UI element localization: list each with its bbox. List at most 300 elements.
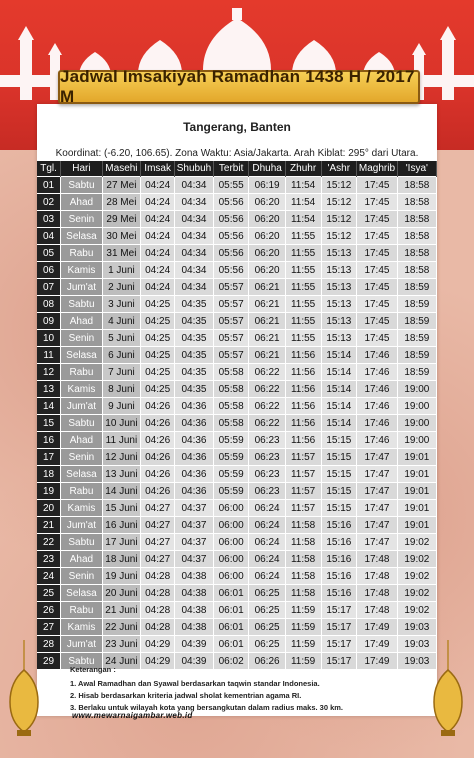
cell-dhuha: 06:20 <box>249 228 285 245</box>
cell-terbit: 05:56 <box>213 228 249 245</box>
cell-dhuha: 06:24 <box>249 500 285 517</box>
imsakiyah-table <box>37 161 437 669</box>
cell-shubuh: 04:37 <box>175 517 214 534</box>
cell-maghrib: 17:45 <box>357 177 398 194</box>
cell-tgl: 08 <box>37 296 61 313</box>
cell-masehi: 4 Juni <box>102 313 140 330</box>
page-title: Jadwal Imsakiyah Ramadhan 1438 H / 2017 M <box>60 67 415 106</box>
cell-isya: 19:03 <box>397 636 436 653</box>
cell-zhuhr: 11:54 <box>285 177 321 194</box>
col-terbit: Terbit <box>213 161 249 177</box>
cell-dhuha: 06:20 <box>249 245 285 262</box>
cell-zhuhr: 11:56 <box>285 381 321 398</box>
cell-shubuh: 04:34 <box>175 279 214 296</box>
cell-imsak: 04:24 <box>141 228 175 245</box>
cell-tgl: 28 <box>37 636 61 653</box>
cell-masehi: 28 Mei <box>102 194 140 211</box>
col-shubuh: Shubuh <box>175 161 214 177</box>
cell-ashr: 15:13 <box>321 313 357 330</box>
cell-zhuhr: 11:55 <box>285 228 321 245</box>
cell-imsak: 04:26 <box>141 466 175 483</box>
cell-dhuha: 06:22 <box>249 415 285 432</box>
cell-imsak: 04:25 <box>141 296 175 313</box>
cell-isya: 19:02 <box>397 602 436 619</box>
cell-imsak: 04:28 <box>141 619 175 636</box>
cell-isya: 18:59 <box>397 330 436 347</box>
table-body <box>37 177 437 670</box>
cell-dhuha: 06:22 <box>249 398 285 415</box>
notes-section <box>70 664 430 714</box>
table-row <box>37 381 437 398</box>
cell-dhuha: 06:20 <box>249 262 285 279</box>
table-row <box>37 483 437 500</box>
cell-terbit: 06:00 <box>213 568 249 585</box>
cell-masehi: 7 Juni <box>102 364 140 381</box>
table-row <box>37 228 437 245</box>
cell-shubuh: 04:36 <box>175 483 214 500</box>
table-row <box>37 313 437 330</box>
cell-isya: 19:03 <box>397 653 436 670</box>
cell-ashr: 15:13 <box>321 279 357 296</box>
cell-ashr: 15:12 <box>321 228 357 245</box>
cell-imsak: 04:28 <box>141 602 175 619</box>
cell-isya: 19:02 <box>397 585 436 602</box>
cell-maghrib: 17:48 <box>357 585 398 602</box>
cell-zhuhr: 11:58 <box>285 534 321 551</box>
cell-terbit: 05:56 <box>213 194 249 211</box>
cell-terbit: 05:58 <box>213 381 249 398</box>
cell-terbit: 06:02 <box>213 653 249 670</box>
cell-isya: 19:01 <box>397 483 436 500</box>
title-banner <box>58 67 420 106</box>
cell-terbit: 05:57 <box>213 313 249 330</box>
cell-tgl: 21 <box>37 517 61 534</box>
cell-hari: Kamis <box>61 500 103 517</box>
cell-tgl: 14 <box>37 398 61 415</box>
cell-zhuhr: 11:58 <box>285 568 321 585</box>
cell-masehi: 31 Mei <box>102 245 140 262</box>
cell-isya: 18:58 <box>397 194 436 211</box>
cell-zhuhr: 11:58 <box>285 551 321 568</box>
cell-maghrib: 17:47 <box>357 466 398 483</box>
table-row <box>37 245 437 262</box>
cell-zhuhr: 11:56 <box>285 432 321 449</box>
cell-masehi: 29 Mei <box>102 211 140 228</box>
cell-shubuh: 04:36 <box>175 449 214 466</box>
cell-ashr: 15:15 <box>321 483 357 500</box>
cell-tgl: 29 <box>37 653 61 670</box>
cell-zhuhr: 11:55 <box>285 313 321 330</box>
cell-shubuh: 04:34 <box>175 245 214 262</box>
cell-ashr: 15:15 <box>321 449 357 466</box>
cell-tgl: 05 <box>37 245 61 262</box>
cell-isya: 18:59 <box>397 364 436 381</box>
cell-isya: 19:01 <box>397 466 436 483</box>
cell-zhuhr: 11:59 <box>285 602 321 619</box>
cell-maghrib: 17:45 <box>357 245 398 262</box>
cell-maghrib: 17:45 <box>357 313 398 330</box>
cell-tgl: 02 <box>37 194 61 211</box>
col-hari: Hari <box>61 161 103 177</box>
cell-imsak: 04:24 <box>141 262 175 279</box>
cell-terbit: 05:57 <box>213 279 249 296</box>
cell-shubuh: 04:37 <box>175 500 214 517</box>
col-isya: 'Isya' <box>397 161 436 177</box>
col-ashr: 'Ashr <box>321 161 357 177</box>
cell-imsak: 04:28 <box>141 585 175 602</box>
cell-tgl: 01 <box>37 177 61 194</box>
cell-tgl: 19 <box>37 483 61 500</box>
table-row <box>37 449 437 466</box>
cell-imsak: 04:25 <box>141 381 175 398</box>
cell-tgl: 04 <box>37 228 61 245</box>
cell-hari: Jum'at <box>61 279 103 296</box>
cell-zhuhr: 11:56 <box>285 398 321 415</box>
cell-maghrib: 17:46 <box>357 347 398 364</box>
cell-zhuhr: 11:59 <box>285 619 321 636</box>
table-row <box>37 432 437 449</box>
table-row <box>37 568 437 585</box>
cell-isya: 19:00 <box>397 415 436 432</box>
table-row <box>37 534 437 551</box>
cell-imsak: 04:24 <box>141 279 175 296</box>
cell-hari: Sabtu <box>61 653 103 670</box>
cell-hari: Jum'at <box>61 517 103 534</box>
cell-maghrib: 17:49 <box>357 653 398 670</box>
cell-shubuh: 04:36 <box>175 466 214 483</box>
cell-terbit: 06:00 <box>213 500 249 517</box>
cell-maghrib: 17:45 <box>357 211 398 228</box>
cell-tgl: 09 <box>37 313 61 330</box>
table-row <box>37 415 437 432</box>
table-row <box>37 364 437 381</box>
cell-isya: 19:01 <box>397 517 436 534</box>
lantern-icon <box>428 640 468 750</box>
cell-terbit: 05:59 <box>213 432 249 449</box>
cell-zhuhr: 11:55 <box>285 279 321 296</box>
cell-imsak: 04:25 <box>141 347 175 364</box>
cell-ashr: 15:14 <box>321 381 357 398</box>
cell-maghrib: 17:46 <box>357 381 398 398</box>
cell-isya: 19:01 <box>397 449 436 466</box>
cell-tgl: 06 <box>37 262 61 279</box>
cell-maghrib: 17:48 <box>357 568 398 585</box>
cell-shubuh: 04:34 <box>175 262 214 279</box>
cell-imsak: 04:24 <box>141 245 175 262</box>
cell-hari: Sabtu <box>61 177 103 194</box>
cell-hari: Rabu <box>61 364 103 381</box>
cell-dhuha: 06:20 <box>249 211 285 228</box>
cell-ashr: 15:15 <box>321 432 357 449</box>
cell-tgl: 07 <box>37 279 61 296</box>
cell-tgl: 22 <box>37 534 61 551</box>
cell-maghrib: 17:47 <box>357 534 398 551</box>
cell-hari: Selasa <box>61 228 103 245</box>
cell-terbit: 06:00 <box>213 551 249 568</box>
cell-ashr: 15:12 <box>321 194 357 211</box>
table-row <box>37 500 437 517</box>
cell-shubuh: 04:34 <box>175 228 214 245</box>
cell-terbit: 05:58 <box>213 398 249 415</box>
cell-isya: 19:01 <box>397 500 436 517</box>
note-item: 1. Awal Ramadhan dan Syawal berdasarkan taqwin standar Indonesia. <box>70 679 320 688</box>
cell-zhuhr: 11:55 <box>285 245 321 262</box>
cell-zhuhr: 11:55 <box>285 262 321 279</box>
cell-masehi: 2 Juni <box>102 279 140 296</box>
col-tgl: Tgl. <box>37 161 61 177</box>
cell-zhuhr: 11:54 <box>285 194 321 211</box>
cell-maghrib: 17:46 <box>357 415 398 432</box>
cell-hari: Ahad <box>61 551 103 568</box>
cell-imsak: 04:24 <box>141 177 175 194</box>
cell-hari: Kamis <box>61 619 103 636</box>
cell-dhuha: 06:24 <box>249 517 285 534</box>
cell-maghrib: 17:47 <box>357 500 398 517</box>
cell-ashr: 15:14 <box>321 398 357 415</box>
cell-imsak: 04:27 <box>141 534 175 551</box>
cell-tgl: 17 <box>37 449 61 466</box>
cell-tgl: 15 <box>37 415 61 432</box>
table-row <box>37 347 437 364</box>
cell-ashr: 15:14 <box>321 347 357 364</box>
cell-shubuh: 04:36 <box>175 432 214 449</box>
cell-masehi: 6 Juni <box>102 347 140 364</box>
cell-zhuhr: 11:56 <box>285 364 321 381</box>
cell-shubuh: 04:39 <box>175 636 214 653</box>
cell-maghrib: 17:47 <box>357 449 398 466</box>
cell-hari: Rabu <box>61 483 103 500</box>
table-row <box>37 636 437 653</box>
cell-imsak: 04:27 <box>141 500 175 517</box>
coordinates-info: Koordinat: (-6.20, 106.65). Zona Waktu: Asia/Jakarta. Arah Kiblat: 295° dari Utara. <box>55 148 419 159</box>
cell-hari: Sabtu <box>61 534 103 551</box>
cell-shubuh: 04:38 <box>175 619 214 636</box>
cell-isya: 18:58 <box>397 177 436 194</box>
cell-maghrib: 17:49 <box>357 636 398 653</box>
cell-ashr: 15:13 <box>321 296 357 313</box>
cell-shubuh: 04:36 <box>175 415 214 432</box>
cell-masehi: 18 Juni <box>102 551 140 568</box>
cell-ashr: 15:13 <box>321 262 357 279</box>
table-row <box>37 262 437 279</box>
cell-imsak: 04:27 <box>141 551 175 568</box>
cell-maghrib: 17:47 <box>357 517 398 534</box>
cell-terbit: 05:56 <box>213 262 249 279</box>
cell-hari: Rabu <box>61 245 103 262</box>
cell-terbit: 06:01 <box>213 619 249 636</box>
col-zhuhr: Zhuhr <box>285 161 321 177</box>
cell-zhuhr: 11:59 <box>285 636 321 653</box>
cell-isya: 18:59 <box>397 347 436 364</box>
cell-masehi: 23 Juni <box>102 636 140 653</box>
cell-maghrib: 17:45 <box>357 279 398 296</box>
cell-terbit: 05:59 <box>213 466 249 483</box>
cell-masehi: 17 Juni <box>102 534 140 551</box>
cell-masehi: 21 Juni <box>102 602 140 619</box>
cell-terbit: 06:01 <box>213 636 249 653</box>
cell-tgl: 12 <box>37 364 61 381</box>
cell-isya: 19:00 <box>397 432 436 449</box>
cell-tgl: 23 <box>37 551 61 568</box>
cell-ashr: 15:17 <box>321 653 357 670</box>
cell-masehi: 12 Juni <box>102 449 140 466</box>
cell-hari: Sabtu <box>61 415 103 432</box>
cell-masehi: 22 Juni <box>102 619 140 636</box>
cell-ashr: 15:12 <box>321 177 357 194</box>
cell-masehi: 11 Juni <box>102 432 140 449</box>
cell-zhuhr: 11:55 <box>285 330 321 347</box>
cell-masehi: 19 Juni <box>102 568 140 585</box>
table-row <box>37 177 437 194</box>
table-row <box>37 194 437 211</box>
cell-isya: 19:00 <box>397 381 436 398</box>
cell-tgl: 13 <box>37 381 61 398</box>
cell-maghrib: 17:48 <box>357 551 398 568</box>
cell-zhuhr: 11:59 <box>285 653 321 670</box>
cell-isya: 19:02 <box>397 568 436 585</box>
cell-maghrib: 17:49 <box>357 619 398 636</box>
cell-ashr: 15:16 <box>321 585 357 602</box>
cell-shubuh: 04:35 <box>175 381 214 398</box>
cell-zhuhr: 11:57 <box>285 449 321 466</box>
cell-imsak: 04:24 <box>141 194 175 211</box>
note-item: 2. Hisab berdasarkan kriteria jadwal sholat kementrian agama RI. <box>70 691 302 700</box>
cell-shubuh: 04:34 <box>175 194 214 211</box>
cell-masehi: 8 Juni <box>102 381 140 398</box>
table-row <box>37 330 437 347</box>
cell-hari: Kamis <box>61 262 103 279</box>
cell-masehi: 9 Juni <box>102 398 140 415</box>
cell-zhuhr: 11:57 <box>285 500 321 517</box>
table-row <box>37 279 437 296</box>
cell-ashr: 15:17 <box>321 602 357 619</box>
cell-masehi: 20 Juni <box>102 585 140 602</box>
cell-dhuha: 06:26 <box>249 653 285 670</box>
table-row <box>37 466 437 483</box>
cell-tgl: 25 <box>37 585 61 602</box>
cell-ashr: 15:16 <box>321 517 357 534</box>
table-row <box>37 398 437 415</box>
cell-tgl: 20 <box>37 500 61 517</box>
cell-shubuh: 04:34 <box>175 177 214 194</box>
cell-imsak: 04:26 <box>141 398 175 415</box>
table-row <box>37 619 437 636</box>
cell-shubuh: 04:34 <box>175 211 214 228</box>
cell-maghrib: 17:46 <box>357 364 398 381</box>
cell-isya: 18:59 <box>397 279 436 296</box>
col-dhuha: Dhuha <box>249 161 285 177</box>
cell-dhuha: 06:19 <box>249 177 285 194</box>
cell-maghrib: 17:46 <box>357 432 398 449</box>
cell-zhuhr: 11:58 <box>285 585 321 602</box>
cell-hari: Senin <box>61 330 103 347</box>
cell-terbit: 06:00 <box>213 534 249 551</box>
cell-zhuhr: 11:58 <box>285 517 321 534</box>
cell-dhuha: 06:24 <box>249 551 285 568</box>
col-imsak: Imsak <box>141 161 175 177</box>
cell-shubuh: 04:35 <box>175 364 214 381</box>
cell-shubuh: 04:38 <box>175 568 214 585</box>
cell-dhuha: 06:25 <box>249 602 285 619</box>
cell-tgl: 10 <box>37 330 61 347</box>
cell-dhuha: 06:21 <box>249 313 285 330</box>
cell-hari: Senin <box>61 449 103 466</box>
cell-zhuhr: 11:57 <box>285 483 321 500</box>
cell-dhuha: 06:21 <box>249 296 285 313</box>
cell-tgl: 24 <box>37 568 61 585</box>
cell-imsak: 04:26 <box>141 415 175 432</box>
cell-masehi: 3 Juni <box>102 296 140 313</box>
cell-terbit: 05:56 <box>213 245 249 262</box>
cell-ashr: 15:16 <box>321 551 357 568</box>
cell-maghrib: 17:48 <box>357 602 398 619</box>
cell-dhuha: 06:23 <box>249 466 285 483</box>
cell-dhuha: 06:21 <box>249 347 285 364</box>
cell-imsak: 04:29 <box>141 653 175 670</box>
cell-dhuha: 06:25 <box>249 636 285 653</box>
cell-hari: Senin <box>61 211 103 228</box>
cell-zhuhr: 11:55 <box>285 296 321 313</box>
cell-hari: Jum'at <box>61 636 103 653</box>
cell-shubuh: 04:35 <box>175 296 214 313</box>
cell-dhuha: 06:20 <box>249 194 285 211</box>
cell-terbit: 05:57 <box>213 296 249 313</box>
cell-ashr: 15:17 <box>321 636 357 653</box>
cell-hari: Selasa <box>61 466 103 483</box>
cell-masehi: 16 Juni <box>102 517 140 534</box>
cell-hari: Selasa <box>61 585 103 602</box>
cell-hari: Rabu <box>61 602 103 619</box>
cell-terbit: 05:58 <box>213 415 249 432</box>
cell-imsak: 04:25 <box>141 364 175 381</box>
cell-ashr: 15:16 <box>321 568 357 585</box>
cell-masehi: 27 Mei <box>102 177 140 194</box>
cell-isya: 19:00 <box>397 398 436 415</box>
cell-isya: 18:59 <box>397 296 436 313</box>
cell-tgl: 03 <box>37 211 61 228</box>
cell-hari: Kamis <box>61 381 103 398</box>
cell-ashr: 15:16 <box>321 534 357 551</box>
cell-terbit: 06:01 <box>213 585 249 602</box>
cell-shubuh: 04:39 <box>175 653 214 670</box>
cell-dhuha: 06:23 <box>249 483 285 500</box>
cell-tgl: 27 <box>37 619 61 636</box>
cell-imsak: 04:26 <box>141 432 175 449</box>
location-label: Tangerang, Banten <box>183 120 291 134</box>
table-row <box>37 551 437 568</box>
cell-imsak: 04:27 <box>141 517 175 534</box>
cell-dhuha: 06:22 <box>249 364 285 381</box>
cell-tgl: 18 <box>37 466 61 483</box>
cell-shubuh: 04:37 <box>175 534 214 551</box>
cell-zhuhr: 11:56 <box>285 415 321 432</box>
cell-dhuha: 06:25 <box>249 585 285 602</box>
cell-shubuh: 04:35 <box>175 347 214 364</box>
cell-maghrib: 17:45 <box>357 262 398 279</box>
cell-tgl: 26 <box>37 602 61 619</box>
table-row <box>37 296 437 313</box>
cell-ashr: 15:14 <box>321 364 357 381</box>
cell-maghrib: 17:45 <box>357 194 398 211</box>
cell-masehi: 1 Juni <box>102 262 140 279</box>
cell-dhuha: 06:24 <box>249 568 285 585</box>
cell-imsak: 04:26 <box>141 449 175 466</box>
cell-zhuhr: 11:57 <box>285 466 321 483</box>
cell-dhuha: 06:21 <box>249 279 285 296</box>
cell-zhuhr: 11:56 <box>285 347 321 364</box>
website-link[interactable]: www.mewarnaigambar.web.id <box>72 711 193 720</box>
cell-terbit: 05:57 <box>213 347 249 364</box>
